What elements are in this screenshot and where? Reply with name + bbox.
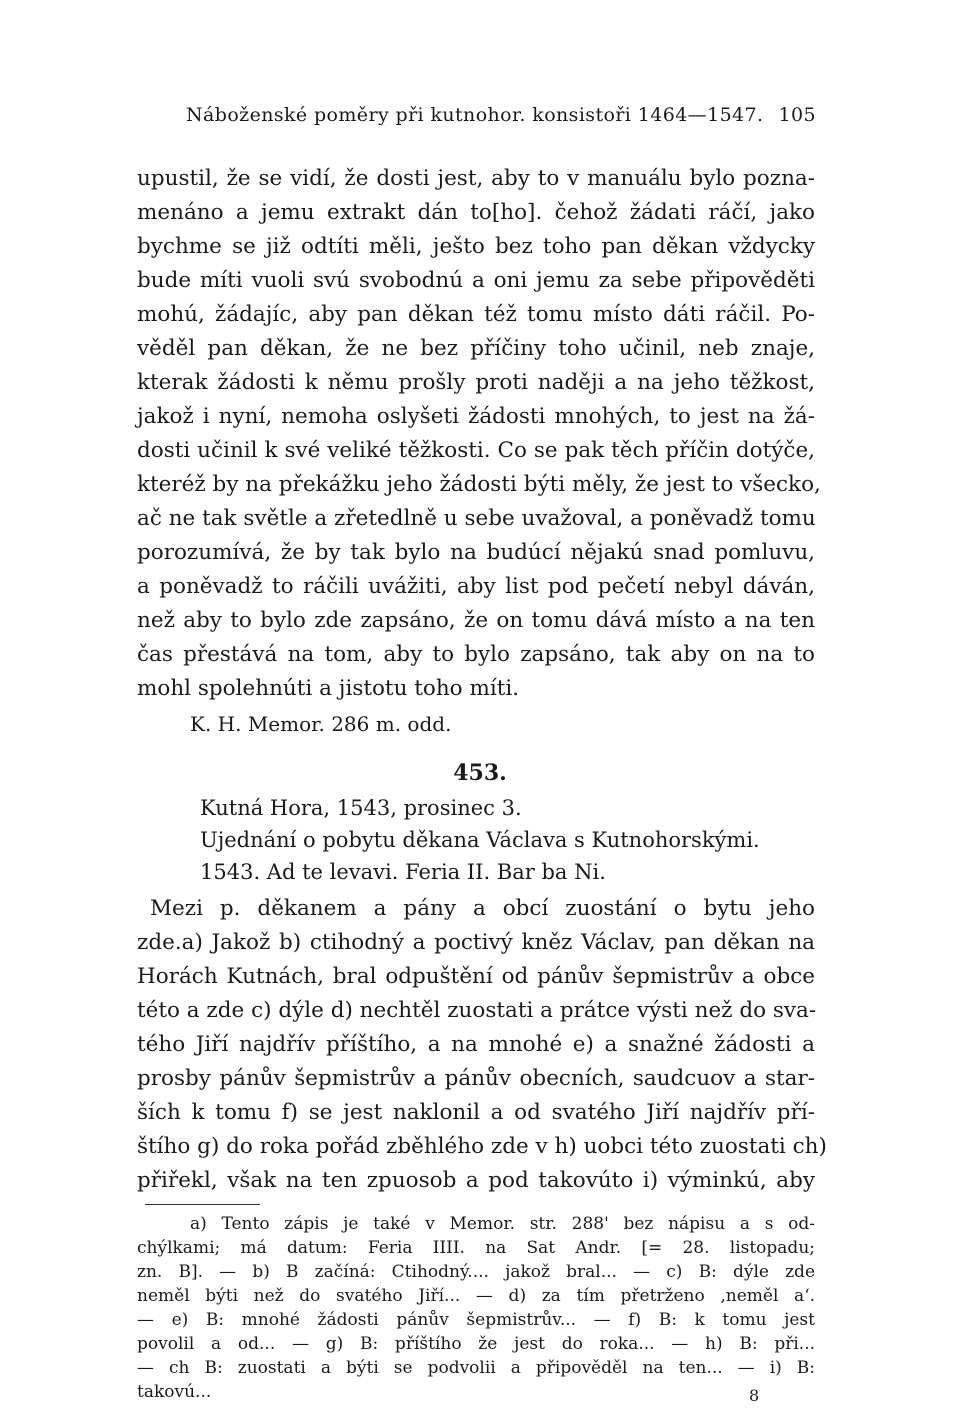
footnote-line: — ch B: zuostati a býti se podvolii a připověděl na ten... — i) B: <box>137 1358 815 1378</box>
text-line: této a zde c) dýle d) nechtěl zuostati a prátce výsti než do sva- <box>137 998 817 1023</box>
text-line: prosby pánův šepmistrův a pánův obecních, saudcuov a star- <box>137 1066 815 1091</box>
text-line: mohl spolehnúti a jistotu toho míti. <box>137 676 520 701</box>
text-line: menáno a jemu extrakt dán to[ho]. čehož žádati ráčí, jako <box>137 200 815 225</box>
text-line: jakož i nyní, nemoha oslyšeti žádosti mnohých, to jest na žá- <box>137 404 815 429</box>
footnote-line: — e) B: mnohé žádosti pánův šepmistrův... — f) B: k tomu jest <box>137 1310 815 1330</box>
footnote-line: neměl býti než do svatého Jiří... — d) za tím přetrženo ‚neměl a‘. <box>137 1286 815 1306</box>
folio-signature: 8 <box>749 1386 760 1405</box>
footnote-divider <box>145 1204 260 1205</box>
text-line: mohú, žádajíc, aby pan děkan též tomu místo dáti ráčil. Po- <box>137 302 815 327</box>
running-head-title: Náboženské poměry při kutnohor. konsistoři 1464—1547. <box>186 104 764 126</box>
text-line: a poněvadž to ráčili uvážiti, aby list pod pečetí nebyl dáván, <box>137 574 815 599</box>
text-line: kterak žádosti k němu prošly proti naději a na jeho těžkost, <box>137 370 815 395</box>
footnote-line: zn. B]. — b) B začíná: Ctihodný.... jakož bral... — c) B: dýle zde <box>137 1262 815 1282</box>
text-line: čas přestává na tom, aby to bylo zapsáno, tak aby on na to <box>137 642 815 667</box>
text-line: než aby to bylo zde zapsáno, že on tomu dává místo a na ten <box>137 608 815 633</box>
text-line: věděl pan děkan, že ne bez příčiny toho učinil, neb znaje, <box>137 336 815 361</box>
footnote-line: chýlkami; má datum: Feria IIII. na Sat Andr. [= 28. listopadu; <box>137 1238 815 1258</box>
document-number: 453. <box>453 760 507 786</box>
text-line: Mezi p. děkanem a pány a obcí zuostání o bytu jeho <box>150 896 815 921</box>
heading-dating: 1543. Ad te levavi. Feria II. Bar ba Ni. <box>200 860 606 884</box>
text-line: přiřekl, však na ten zpuosob a pod takovúto i) výminkú, aby <box>137 1168 815 1193</box>
text-line: bude míti vuoli svú svobodnú a oni jemu za sebe připověděti <box>137 268 815 293</box>
text-line: štího g) do roka pořád zběhlého zde v h) uobci této zuostati ch) <box>137 1134 827 1159</box>
text-line: kteréž by na překážku jeho žádosti býti měly, že jest to všecko, <box>137 472 821 497</box>
footnote-line: a) Tento zápis je také v Memor. str. 288' bez nápisu a s od- <box>190 1214 815 1234</box>
text-line: tého Jiří najdřív příštího, a na mnohé e) a snažné žádosti a <box>137 1032 815 1057</box>
text-line: ších k tomu f) se jest naklonil a od svatého Jiří najdřív pří- <box>137 1100 815 1125</box>
text-line: dosti učinil k své veliké těžkosti. Co se pak těch příčin dotýče, <box>137 438 815 463</box>
page-number: 105 <box>778 104 816 126</box>
text-line: bychme se již odtíti měli, ješto bez toho pan děkan vždycky <box>137 234 815 259</box>
text-line: zde.a) Jakož b) ctihodný a poctivý kněz Václav, pan děkan na <box>137 930 815 955</box>
text-line: upustil, že se vidí, že dosti jest, aby to v manuálu bylo pozna- <box>137 166 815 191</box>
text-line: ač ne tak světle a zřetedlně u sebe uvažoval, a poněvadž tomu <box>137 506 816 531</box>
source-note: K. H. Memor. 286 m. odd. <box>190 712 452 736</box>
heading-place-date: Kutná Hora, 1543, prosinec 3. <box>200 796 522 820</box>
footnote-line: takovú... <box>137 1382 212 1402</box>
text-line: porozumívá, že by tak bylo na budúcí nějakú snad pomluvu, <box>137 540 815 565</box>
heading-summary: Ujednání o pobytu děkana Václava s Kutnohorskými. <box>200 828 760 852</box>
text-line: Horách Kutnách, bral odpuštění od pánův šepmistrův a obce <box>137 964 815 989</box>
footnote-line: povolil a od... — g) B: příštího že jest do roka... — h) B: při... <box>137 1334 815 1354</box>
